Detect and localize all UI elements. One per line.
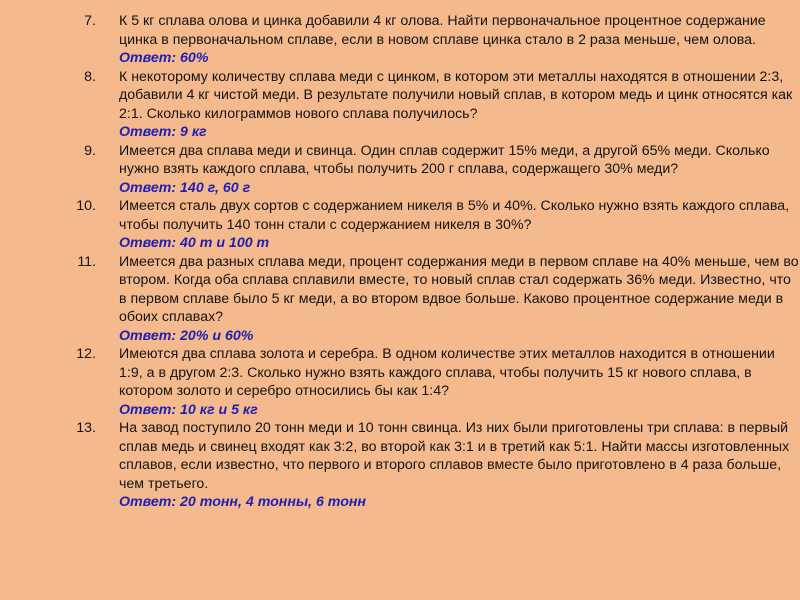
answer-text: Ответ: 9 кг xyxy=(119,124,207,140)
problem-number: 8. xyxy=(84,68,96,85)
problem-text: Имеется два разных сплава меди, процент содержания меди в первом сплаве на 40% меньше, чем во втором. Когда оба сплава сплавили вместе, то новый сплав стал содержать 36% меди. Известно, что в первом сплаве было 5 кг меди, а во втором вдвое больше. Каково процентное содержание меди в обоих сплавах? xyxy=(119,253,799,325)
problem-number: 10. xyxy=(76,198,96,214)
answer-text: Ответ: 20% и 60% xyxy=(119,327,254,344)
answer-text: Ответ: 20 тонн, 4 тонны, 6 тонн xyxy=(119,494,367,510)
problem-text: Имеется два сплава меди и свинца. Один сплав содержит 15% меди, а другой 65% меди. Сколько нужно взять каждого сплава, чтобы получить 200 г сплава, содержащего 30% меди? xyxy=(119,142,770,177)
problem-number: 9. xyxy=(84,142,96,159)
problem-item xyxy=(0,419,799,512)
problem-number: 13. xyxy=(76,420,96,436)
answer-text: Ответ: 10 кг и 5 кг xyxy=(119,401,258,418)
problem-number: 7. xyxy=(84,13,96,29)
answer-text: Ответ: 140 г, 60 г xyxy=(119,179,251,196)
problem-text: К 5 кг сплава олова и цинка добавили 4 кг олова. Найти первоначальное процентное содержание цинка в первоначальном сплаве, если в новом сплаве цинка стало в 2 раза меньше, чем олова. xyxy=(119,13,766,48)
problem-item xyxy=(0,12,799,68)
problem-text: Имеются два сплава золота и серебра. В одном количестве этих металлов находится в отношении 1:9, а в другом 2:3. Сколько нужно взять каждого сплава, чтобы получить 15 кг нового сплава, в котором золото и серебро относились бы как 1:4? xyxy=(119,346,775,399)
problem-item xyxy=(0,197,799,253)
problem-text: Имеется сталь двух сортов с содержанием никеля в 5% и 40%. Сколько нужно взять каждого сплава, чтобы получить 140 тонн стали с содержанием никеля в 30%? xyxy=(119,198,790,233)
answer-text: Ответ: 40 т и 100 т xyxy=(119,235,270,251)
problem-list xyxy=(0,12,800,512)
problem-item xyxy=(0,345,799,419)
answer-text: Ответ: 60% xyxy=(119,50,209,66)
problem-item xyxy=(0,68,799,142)
problem-text: К некоторому количеству сплава меди с цинком, в котором эти металлы находятся в отношении 2:3, добавили 4 кг чистой меди. В результате получили новый сплав, в котором медь и цинк относятся как 2:1. Сколько килограммов нового сплава получилось? xyxy=(119,68,793,122)
problem-number: 12. xyxy=(76,346,96,362)
problem-item xyxy=(0,253,799,346)
problem-text: На завод поступило 20 тонн меди и 10 тонн свинца. Из них были приготовлены три сплава: в первый сплав медь и свинец входят как 3:2, во второй как 3:1 и в третий как 5:1. Найти массы изготовленных сплавов, если известно, что первого и второго сплавов вместе было приготовлено в 4 раза больше, чем третьего. xyxy=(119,420,790,492)
problem-number: 11. xyxy=(77,253,96,270)
problem-item xyxy=(0,142,799,198)
